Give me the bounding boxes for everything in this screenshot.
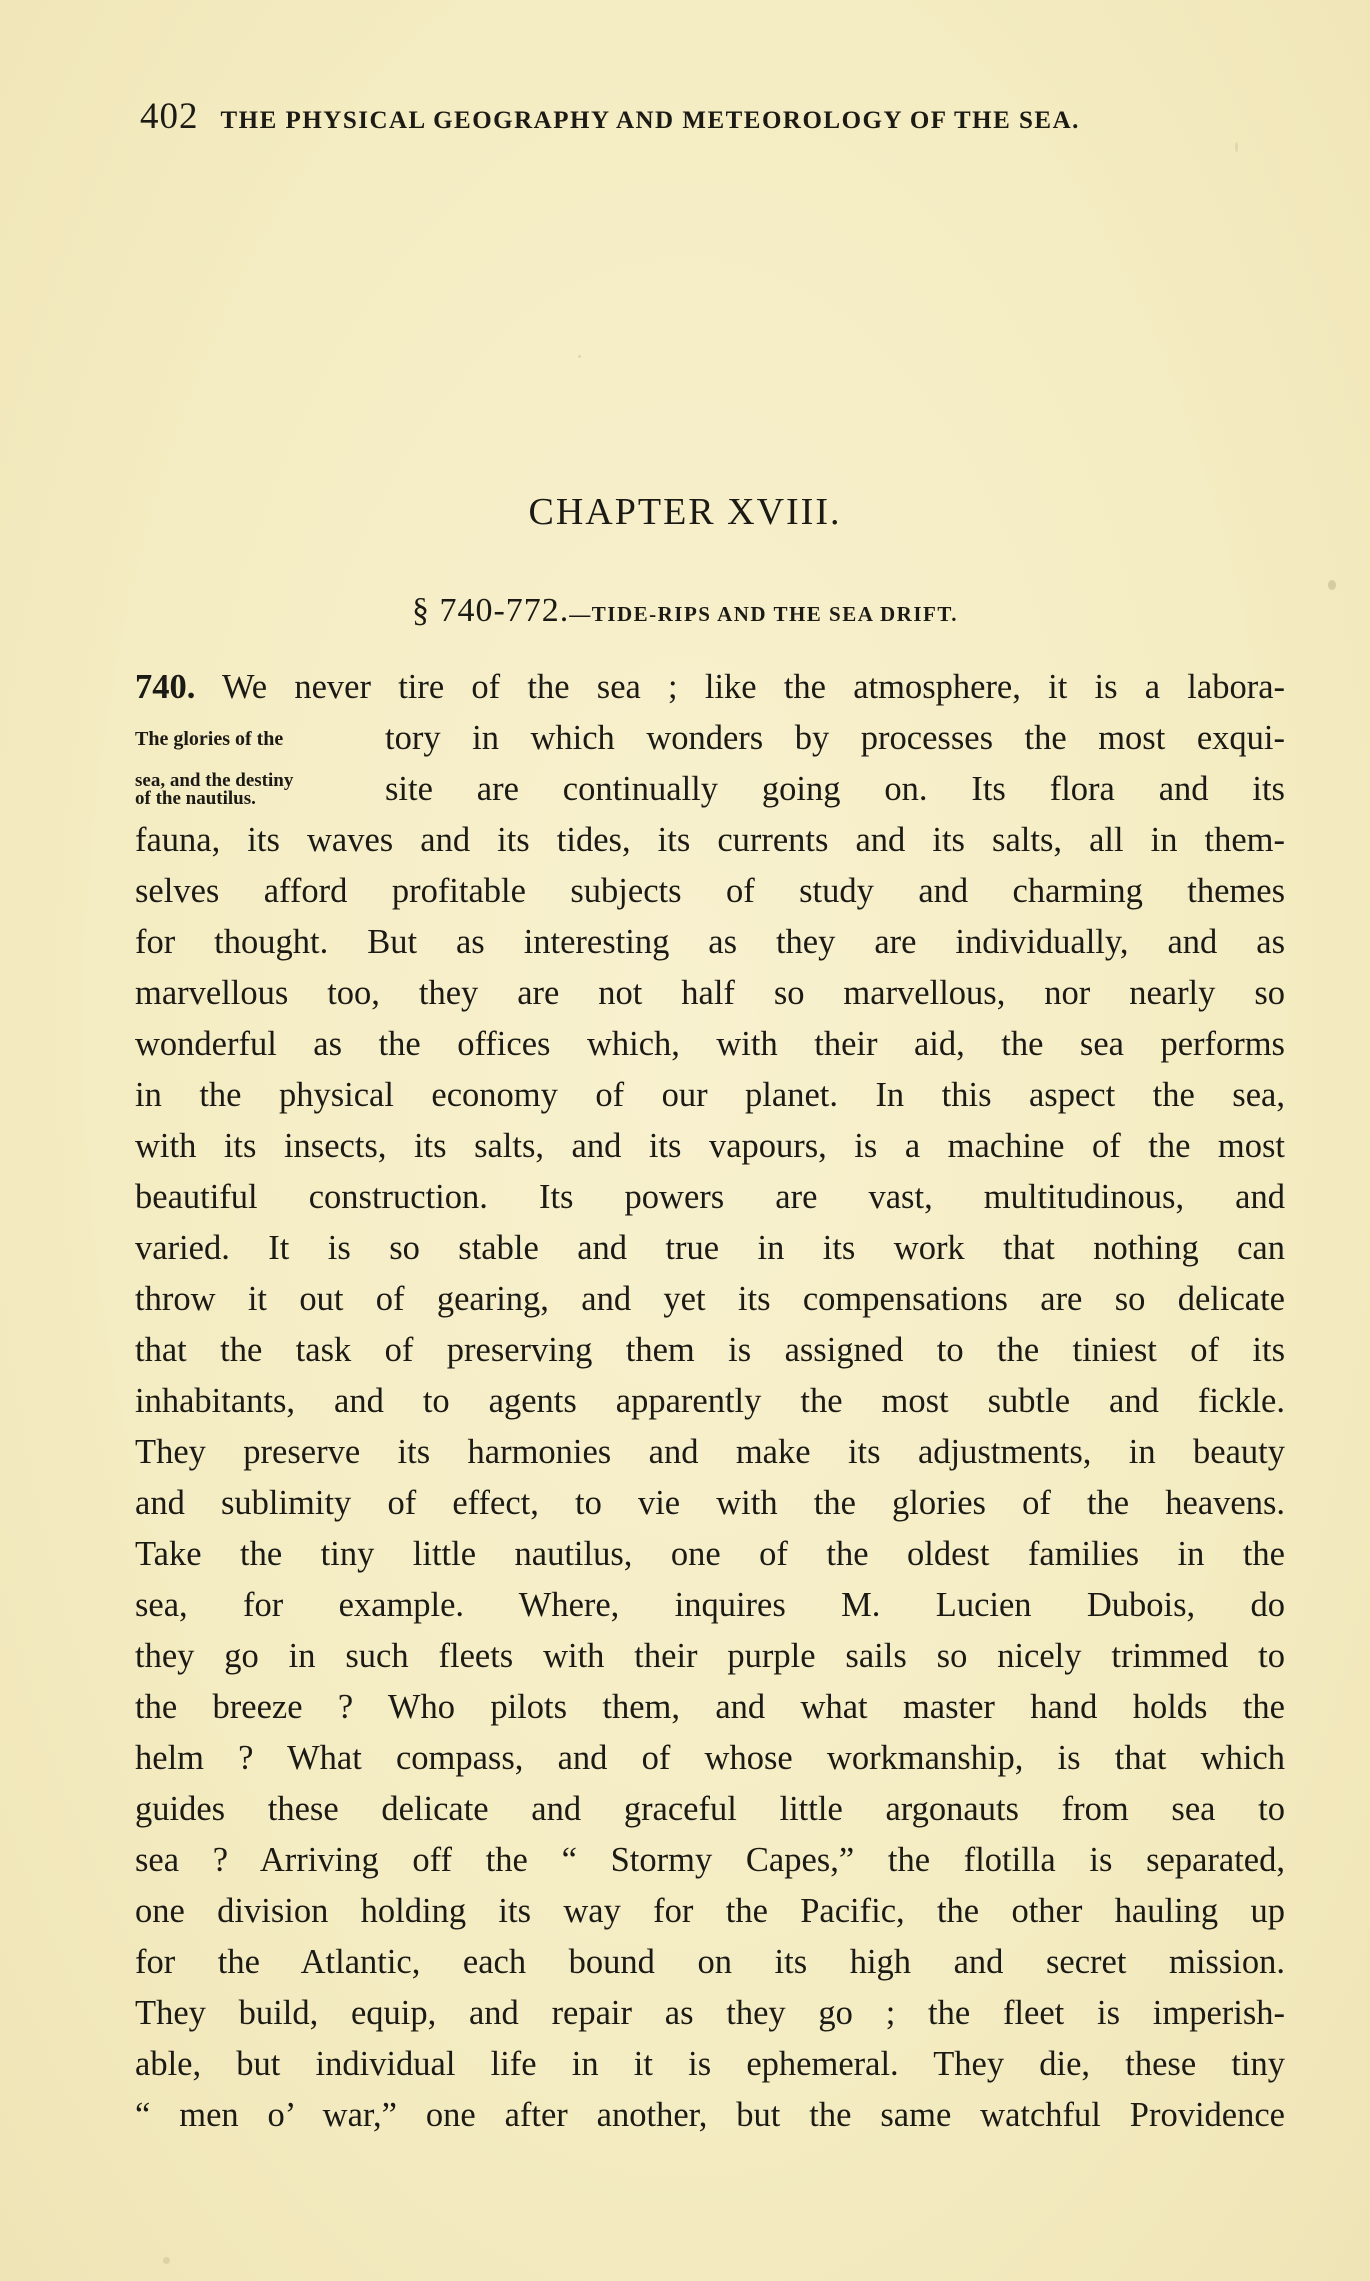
text-line: beautiful construction. Its powers are vast, multitudinous, and: [135, 1178, 1285, 1216]
text-line: inhabitants, and to agents apparently the most subtle and fickle.: [135, 1382, 1285, 1420]
section-title: —TIDE-RIPS AND THE SEA DRIFT.: [569, 602, 959, 626]
text-line: for thought. But as interesting as they are individually, and as: [135, 923, 1285, 961]
text-line: “ men o’ war,” one after another, but the same watchful Providence: [135, 2096, 1285, 2134]
text-line: [135, 662, 1285, 713]
line-text: tory in which wonders by processes the most exqui-: [385, 719, 1285, 757]
text-line: and sublimity of effect, to vie with the glories of the heavens.: [135, 1484, 1285, 1522]
margin-note-line-3: of the nautilus.: [135, 787, 256, 809]
paper-speck: [163, 2257, 170, 2264]
text-line: guides these delicate and graceful little argonauts from sea to: [135, 1790, 1285, 1828]
line-text: We never tire of the sea ; like the atmosphere, it is a labora-: [222, 668, 1285, 706]
section-heading: [0, 592, 1370, 630]
text-line-with-margin-note: [135, 764, 1285, 815]
text-line: they go in such fleets with their purple sails so nicely trimmed to: [135, 1637, 1285, 1675]
text-line: Take the tiny little nautilus, one of the oldest families in the: [135, 1535, 1285, 1573]
text-line: They build, equip, and repair as they go ; the fleet is imperish-: [135, 1994, 1285, 2032]
paragraph-number: 740.: [135, 668, 196, 706]
paper-speck: [578, 355, 581, 358]
page-number: 402: [140, 96, 199, 137]
text-line: selves afford profitable subjects of study and charming themes: [135, 872, 1285, 910]
paper-speck: [1235, 142, 1238, 152]
text-line: helm ? What compass, and of whose workmanship, is that which: [135, 1739, 1285, 1777]
text-line-with-margin-note: [135, 713, 1285, 764]
text-line: sea ? Arriving off the “ Stormy Capes,” the flotilla is separated,: [135, 1841, 1285, 1879]
margin-note-lines-2-3: [135, 769, 385, 809]
text-line: throw it out of gearing, and yet its compensations are so delicate: [135, 1280, 1285, 1318]
section-reference: § 740-772.: [411, 592, 570, 629]
text-line: varied. It is so stable and true in its work that nothing can: [135, 1229, 1285, 1267]
running-head: [140, 95, 1230, 145]
line-text: site are continually going on. Its flora and its: [385, 770, 1285, 808]
text-line: the breeze ? Who pilots them, and what master hand holds the: [135, 1688, 1285, 1726]
text-line: They preserve its harmonies and make its adjustments, in beauty: [135, 1433, 1285, 1471]
text-line: able, but individual life in it is ephemeral. They die, these tiny: [135, 2045, 1285, 2083]
paper-speck: [1328, 580, 1336, 590]
text-line: fauna, its waves and its tides, its currents and its salts, all in them-: [135, 821, 1285, 859]
margin-note-line-1: The glories of the: [135, 727, 284, 750]
text-line: with its insects, its salts, and its vapours, is a machine of the most: [135, 1127, 1285, 1165]
running-title: THE PHYSICAL GEOGRAPHY AND METEOROLOGY OF THE SEA.: [220, 107, 1080, 134]
text-line: one division holding its way for the Pacific, the other hauling up: [135, 1892, 1285, 1930]
text-line: that the task of preserving them is assigned to the tiniest of its: [135, 1331, 1285, 1369]
text-line: sea, for example. Where, inquires M. Lucien Dubois, do: [135, 1586, 1285, 1624]
paragraph-740: [135, 662, 1285, 2141]
text-line: marvellous too, they are not half so marvellous, nor nearly so: [135, 974, 1285, 1012]
text-line: in the physical economy of our planet. In this aspect the sea,: [135, 1076, 1285, 1114]
text-line: for the Atlantic, each bound on its high and secret mission.: [135, 1943, 1285, 1981]
margin-note-line-2: sea, and the destiny: [135, 769, 294, 791]
chapter-title: CHAPTER XVIII.: [528, 491, 842, 533]
text-line: wonderful as the offices which, with their aid, the sea performs: [135, 1025, 1285, 1063]
